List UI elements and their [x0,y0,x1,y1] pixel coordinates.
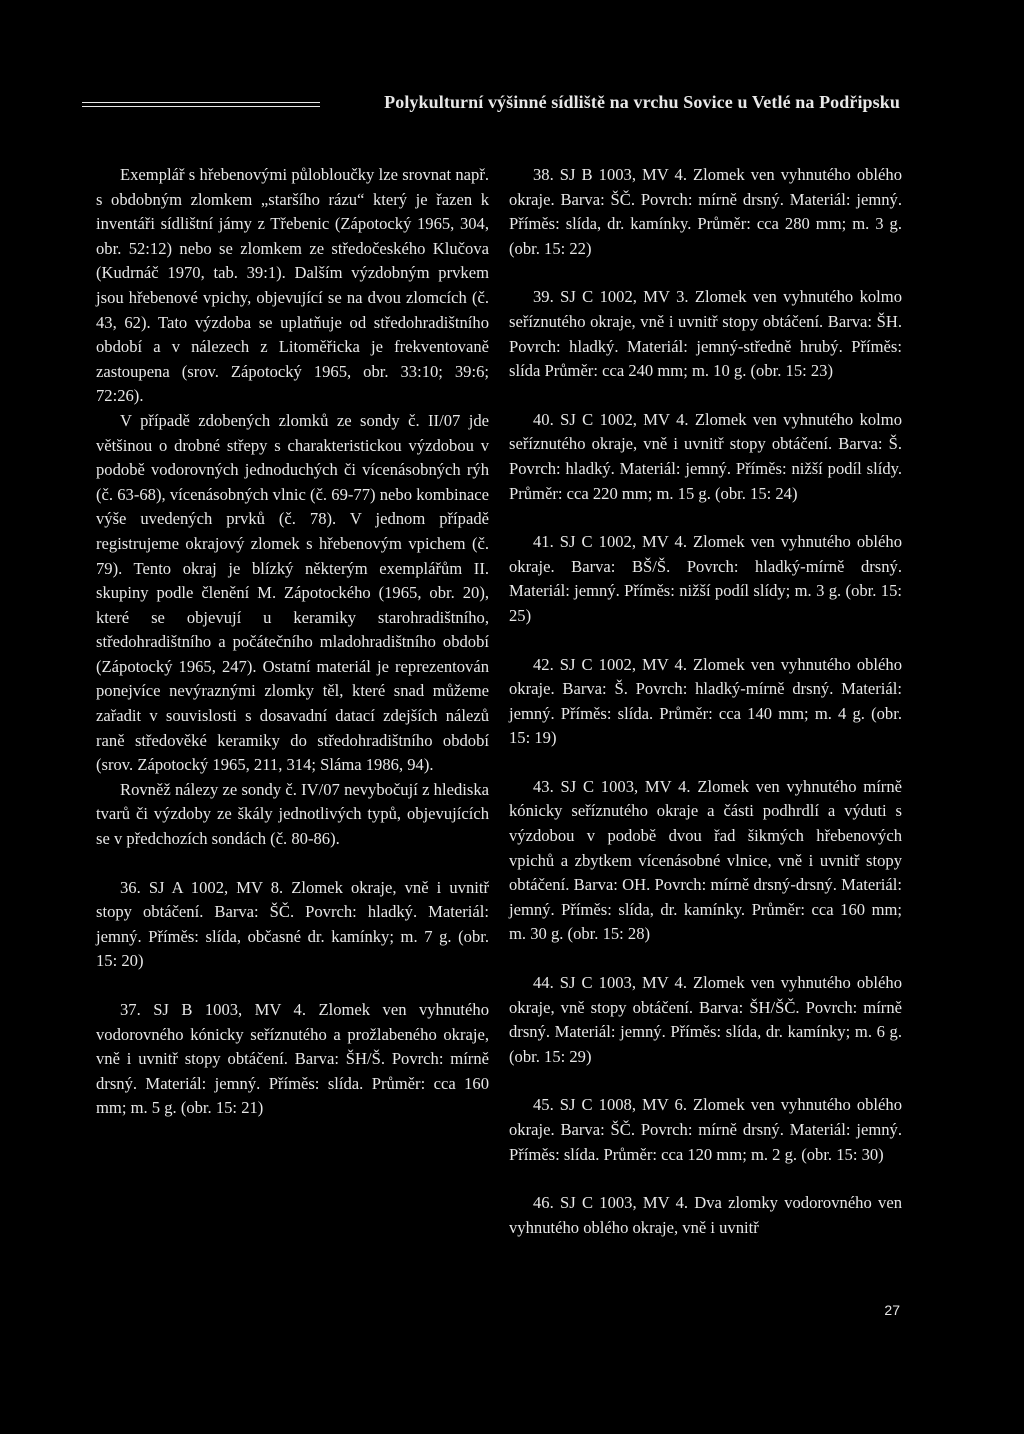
body-paragraph: V případě zdobených zlomků ze sondy č. II/07 jde většinou o drobné střepy s charakteristickou výzdobou v podobě vodorovných jednoduchých či vícenásobných rýh (č. 63-68), vícenásobných vlnic (č. 69-77) nebo kombinace výše uvedených prvků (č. 78). V jednom případě registrujeme okrajový zlomek s hřebenovým vpichem (č. 79). Tento okraj je blízký některým exemplářům II. skupiny podle členění M. Zápotockého (1965, obr. 20), které se objevují u keramiky starohradištního, středohradištního a počátečního mladohradištního období (Zápotocký 1965, 247). Ostatní materiál je reprezentován ponejvíce nevýraznými zlomky těl, které snad můžeme zařadit v souvislosti s dosavadní datací zdejších nálezů raně středověké keramiky do středohradištního období (srov. Zápotocký 1965, 211, 314; Sláma 1986, 94). [96,410,489,775]
right-column [509,163,902,1240]
catalogue-entry: 46. SJ C 1003, MV 4. Dva zlomky vodorovného ven vyhnutého oblého okraje, vně i uvnitř [509,1193,902,1237]
catalogue-entry: 44. SJ C 1003, MV 4. Zlomek ven vyhnutého oblého okraje, vně stopy obtáčení. Barva: ŠH/ŠČ. Povrch: mírně drsný. Materiál: jemný. Příměs: slída, dr. kamínky; m. 6 g. (obr. 15: 29) [509,973,902,1066]
catalogue-entry: 39. SJ C 1002, MV 3. Zlomek ven vyhnutého kolmo seříznutého okraje, vně i uvnitř stopy obtáčení. Barva: ŠH. Povrch: hladký. Materiál: jemný-středně hrubý. Příměs: slída Průměr: cca 240 mm; m. 10 g. (obr. 15: 23) [509,287,902,381]
header-rule-bottom [82,106,320,107]
body-paragraph: Exemplář s hřebenovými půlobloučky lze srovnat např. s obdobným zlomkem „staršího rázu“ který je řazen k inventáři sídlištní jámy z Třebenic (Zápotocký 1965, 304, obr. 52:12) nebo se zlomkem ze středočeského Klučova (Kudrnáč 1970, tab. 39:1). Dalším výzdobným prvkem jsou hřebenové vpichy, objevující se na dvou zlomcích (č. 43, 62). Tato výzdoba se uplatňuje od středohradištního období a v nálezech z Litoměřicka je frekventovaně zastoupena (srov. Zápotocký 1965, obr. 33:10; 39:6; 72:26). [96,165,489,406]
running-title: Polykulturní výšinné sídliště na vrchu Sovice u Vetlé na Podřipsku [384,92,900,112]
catalogue-entry: 36. SJ A 1002, MV 8. Zlomek okraje, vně i uvnitř stopy obtáčení. Barva: ŠČ. Povrch: hladký. Materiál: jemný. Příměs: slída, občasné dr. kamínky; m. 7 g. (obr. 15: 20) [96,877,489,971]
catalogue-entry: 37. SJ B 1003, MV 4. Zlomek ven vyhnutého vodorovného kónicky seříznutého a prožlabeného okraje, vně i uvnitř stopy obtáčení. Barva: ŠH/Š. Povrch: mírně drsný. Materiál: jemný. Příměs: slída. Průměr: cca 160 mm; m. 5 g. (obr. 15: 21) [96,1000,489,1118]
catalogue-entry: 42. SJ C 1002, MV 4. Zlomek ven vyhnutého oblého okraje. Barva: Š. Povrch: hladký-mírně drsný. Materiál: jemný. Příměs: slída. Průměr: cca 140 mm; m. 4 g. (obr. 15: 19) [509,654,902,748]
catalogue-entry: 40. SJ C 1002, MV 4. Zlomek ven vyhnutého kolmo seříznutého okraje, vně i uvnitř stopy obtáčení. Barva: Š. Povrch: hladký. Materiál: jemný. Příměs: nižší podíl slídy. Průměr: cca 220 mm; m. 15 g. (obr. 15: 24) [509,409,902,503]
catalogue-entry: 38. SJ B 1003, MV 4. Zlomek ven vyhnutého oblého okraje. Barva: ŠČ. Povrch: mírně drsný. Materiál: jemný. Příměs: slída, dr. kamínky. Průměr: cca 280 mm; m. 3 g. (obr. 15: 22) [509,165,902,258]
catalogue-entry: 41. SJ C 1002, MV 4. Zlomek ven vyhnutého oblého okraje. Barva: BŠ/Š. Povrch: hladký-mírně drsný. Materiál: jemný. Příměs: nižší podíl slídy; m. 3 g. (obr. 15: 25) [509,532,902,625]
header-rule-top [82,102,320,103]
catalogue-entry: 45. SJ C 1008, MV 6. Zlomek ven vyhnutého oblého okraje. Barva: ŠČ. Povrch: mírně drsný. Materiál: jemný. Příměs: slída. Průměr: cca 120 mm; m. 2 g. (obr. 15: 30) [509,1095,902,1164]
body-paragraph: Rovněž nálezy ze sondy č. IV/07 nevybočují z hlediska tvarů či výzdoby ze škály jednotlivých typů, objevujících se v předchozích sondách (č. 80-86). [96,779,489,849]
catalogue-entry: 43. SJ C 1003, MV 4. Zlomek ven vyhnutého mírně kónicky seříznutého okraje a části podhrdlí a výduti s výzdobou v podobě dvou řad šikmých hřebenových vpichů a zbytkem vícenásobné vlnice, vně i uvnitř stopy obtáčení. Barva: OH. Povrch: mírně drsný-drsný. Materiál: jemný. Příměs: slída, dr. kamínky. Průměr: cca 160 mm; m. 30 g. (obr. 15: 28) [509,776,902,944]
running-head [82,92,900,122]
page-number: 27 [884,1302,900,1318]
left-column [96,163,489,1121]
